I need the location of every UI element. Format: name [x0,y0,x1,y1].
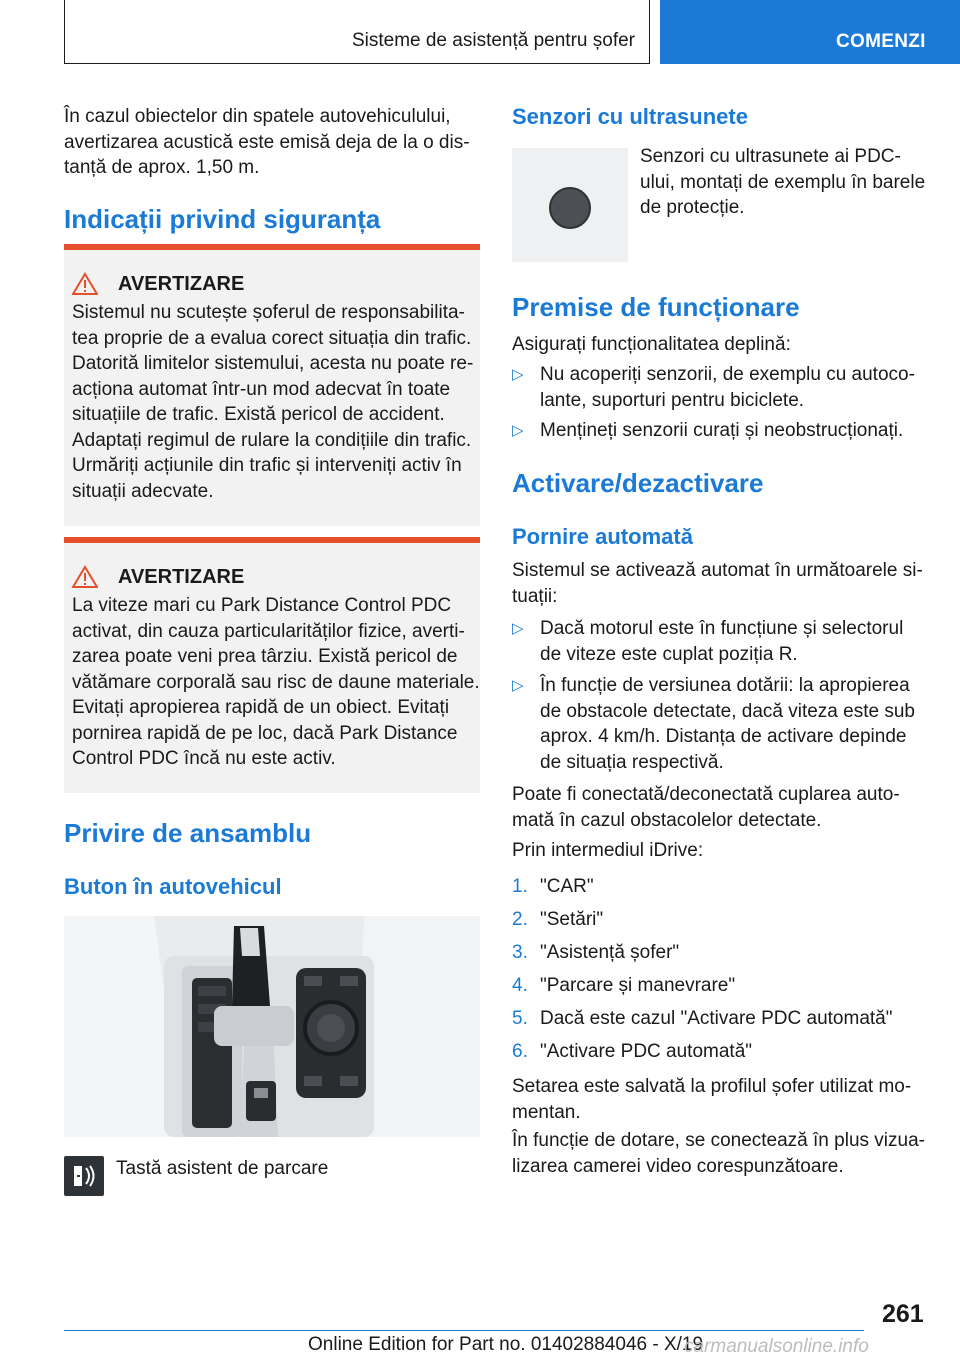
step-1 [512,876,594,898]
bullet-line: lante, suporturi pentru biciclete. [540,389,805,411]
idrive-intro: Prin intermediul iDrive: [512,840,704,861]
auto-start-heading: Pornire automată [512,524,693,549]
coupling-text [512,782,900,833]
step-text: "Setări" [540,909,604,930]
intro-line-3: tanță de aprox. 1,50 m. [64,157,260,178]
warning1-line: acționa automat într-un mod adecvat în toate [72,378,451,400]
warning-header-1 [72,272,244,296]
step-text: "Parcare și manevrare" [540,975,736,996]
overview-heading: Privire de ansamblu [64,818,312,848]
parking-assist-button-icon [64,1156,104,1196]
warning-header-2 [72,565,244,589]
step-number: 4. [512,975,528,996]
step-number: 2. [512,909,528,930]
bullet-triangle-icon: ▷ [512,366,524,383]
bullet-triangle-icon: ▷ [512,620,524,637]
camera-line: În funcție de dotare, se conectează în plus vizua- [512,1130,925,1151]
auto-intro-line: Sistemul se activează automat în următoarele si- [512,560,923,581]
bullet-line: de viteze este cuplat poziția R. [540,643,798,665]
coupling-line: mată în cazul obstacolelor detectate. [512,809,822,831]
bullet-line: aprox. 4 km/h. Distanța de activare depinde [540,726,907,747]
safety-heading: Indicații privind siguranța [64,204,381,234]
warning2-line: Control PDC încă nu este activ. [72,748,336,769]
step-2 [512,909,603,931]
warning-label-1: AVERTIZARE [118,272,245,295]
step-text: Dacă este cazul "Activare PDC automată" [540,1008,893,1029]
warning2-line: La viteze mari cu Park Distance Control PDC [72,595,452,616]
watermark: carmanualsonline.info [684,1336,869,1357]
button-subheading: Buton în autovehicul [64,874,282,899]
step-number: 6. [512,1041,528,1062]
bullet-line: În funcție de versiunea dotării: la apropierea [540,675,910,696]
header-tab-comenzi[interactable] [660,0,960,64]
footer-edition: Online Edition for Part no. 01402884046 - X/19 [308,1334,704,1355]
premise-heading: Premise de funcționare [512,292,800,322]
warning1-line: tea proprie de a evalua corect situația din trafic. [72,327,472,349]
footer-divider [64,1330,864,1331]
warning-label-2: AVERTIZARE [118,565,245,588]
intro-line-2: avertizarea acustică este emisă deja de la o dis- [64,132,470,153]
warning1-line: situații adecvate. [72,480,214,502]
warning-box-2 [64,537,480,793]
camera-line: lizarea camerei video corespunzătoare. [512,1155,844,1177]
premise-bullet-1 [512,362,915,413]
bullet-line: Nu acoperiți senzorii, de exemplu cu autoco- [540,364,915,385]
bullet-line: de obstacole detectate, dacă viteza este sub [540,700,915,722]
auto-intro-line: tuații: [512,585,558,607]
warning1-line: Urmăriți acțiunile din trafic și interveniți activ în [72,455,462,476]
camera-text [512,1128,925,1179]
saved-text [512,1074,911,1125]
step-number: 5. [512,1008,528,1029]
auto-bullet-2 [512,673,915,775]
intro-line-1: În cazul obiectelor din spatele autovehiculului, [64,106,451,127]
premise-intro: Asigurați funcționalitatea deplină: [512,334,791,355]
auto-bullet-1 [512,616,903,667]
step-3 [512,942,679,964]
sensor-image [512,148,628,262]
header-tab-label: COMENZI [836,31,926,52]
sensors-line: ului, montați de exemplu în barele [640,171,926,193]
step-6 [512,1041,752,1063]
step-number: 1. [512,876,528,897]
warning2-line: Evitați apropierea rapidă de un obiect. Evitați [72,697,450,718]
step-4 [512,975,735,997]
step-text: "Asistență șofer" [540,942,680,963]
warning-triangle-icon [72,272,98,296]
auto-intro [512,558,923,609]
bullet-line: Dacă motorul este în funcțiune și selectorul [540,618,904,639]
premise-bullet-2 [512,418,903,444]
page-number: 261 [882,1300,924,1328]
bullet-line: Mențineți senzorii curați și neobstrucționați. [540,420,904,441]
warning1-line: Adaptați regimul de rulare la condițiile din trafic. [72,429,472,451]
sensors-heading: Senzori cu ultrasunete [512,104,748,129]
step-5 [512,1008,892,1030]
saved-line: mentan. [512,1101,581,1123]
warning2-line: vătămare corporală sau risc de daune materiale. [72,671,480,693]
button-caption: Tastă asistent de parcare [116,1158,329,1179]
bullet-triangle-icon: ▷ [512,677,524,694]
sensors-line: de protecție. [640,197,745,218]
sensors-line: Senzori cu ultrasunete ai PDC- [640,146,901,167]
warning1-line: Datorită limitelor sistemului, acesta nu poate re- [72,353,474,374]
warning1-line: Sistemul nu scutește șoferul de responsabilita- [72,302,465,323]
warning-triangle-icon [72,565,98,589]
warning-body-1 [72,300,473,504]
header-section-box [64,0,650,64]
sensors-text [640,144,928,221]
warning2-line: activat, din cauza particularităților fizice, averti- [72,620,465,642]
bullet-triangle-icon: ▷ [512,422,524,439]
warning2-line: pornirea rapidă de pe loc, dacă Park Distance [72,722,458,744]
saved-line: Setarea este salvată la profilul șofer utilizat mo- [512,1076,912,1097]
warning-body-2 [72,593,480,772]
warning2-line: zarea poate veni prea târziu. Există pericol de [72,646,458,667]
step-text: "CAR" [540,876,594,897]
step-text: "Activare PDC automată" [540,1041,753,1062]
center-console-photo [64,916,480,1137]
header-section-title: Sisteme de asistență pentru șofer [351,30,635,51]
warning-box-1 [64,244,480,526]
warning1-line: situațiile de trafic. Există pericol de accident. [72,404,445,425]
bullet-line: de situația respectivă. [540,751,724,773]
coupling-line: Poate fi conectată/deconectată cuplarea auto- [512,784,900,805]
step-number: 3. [512,942,528,963]
activation-heading: Activare/dezactivare [512,468,764,498]
